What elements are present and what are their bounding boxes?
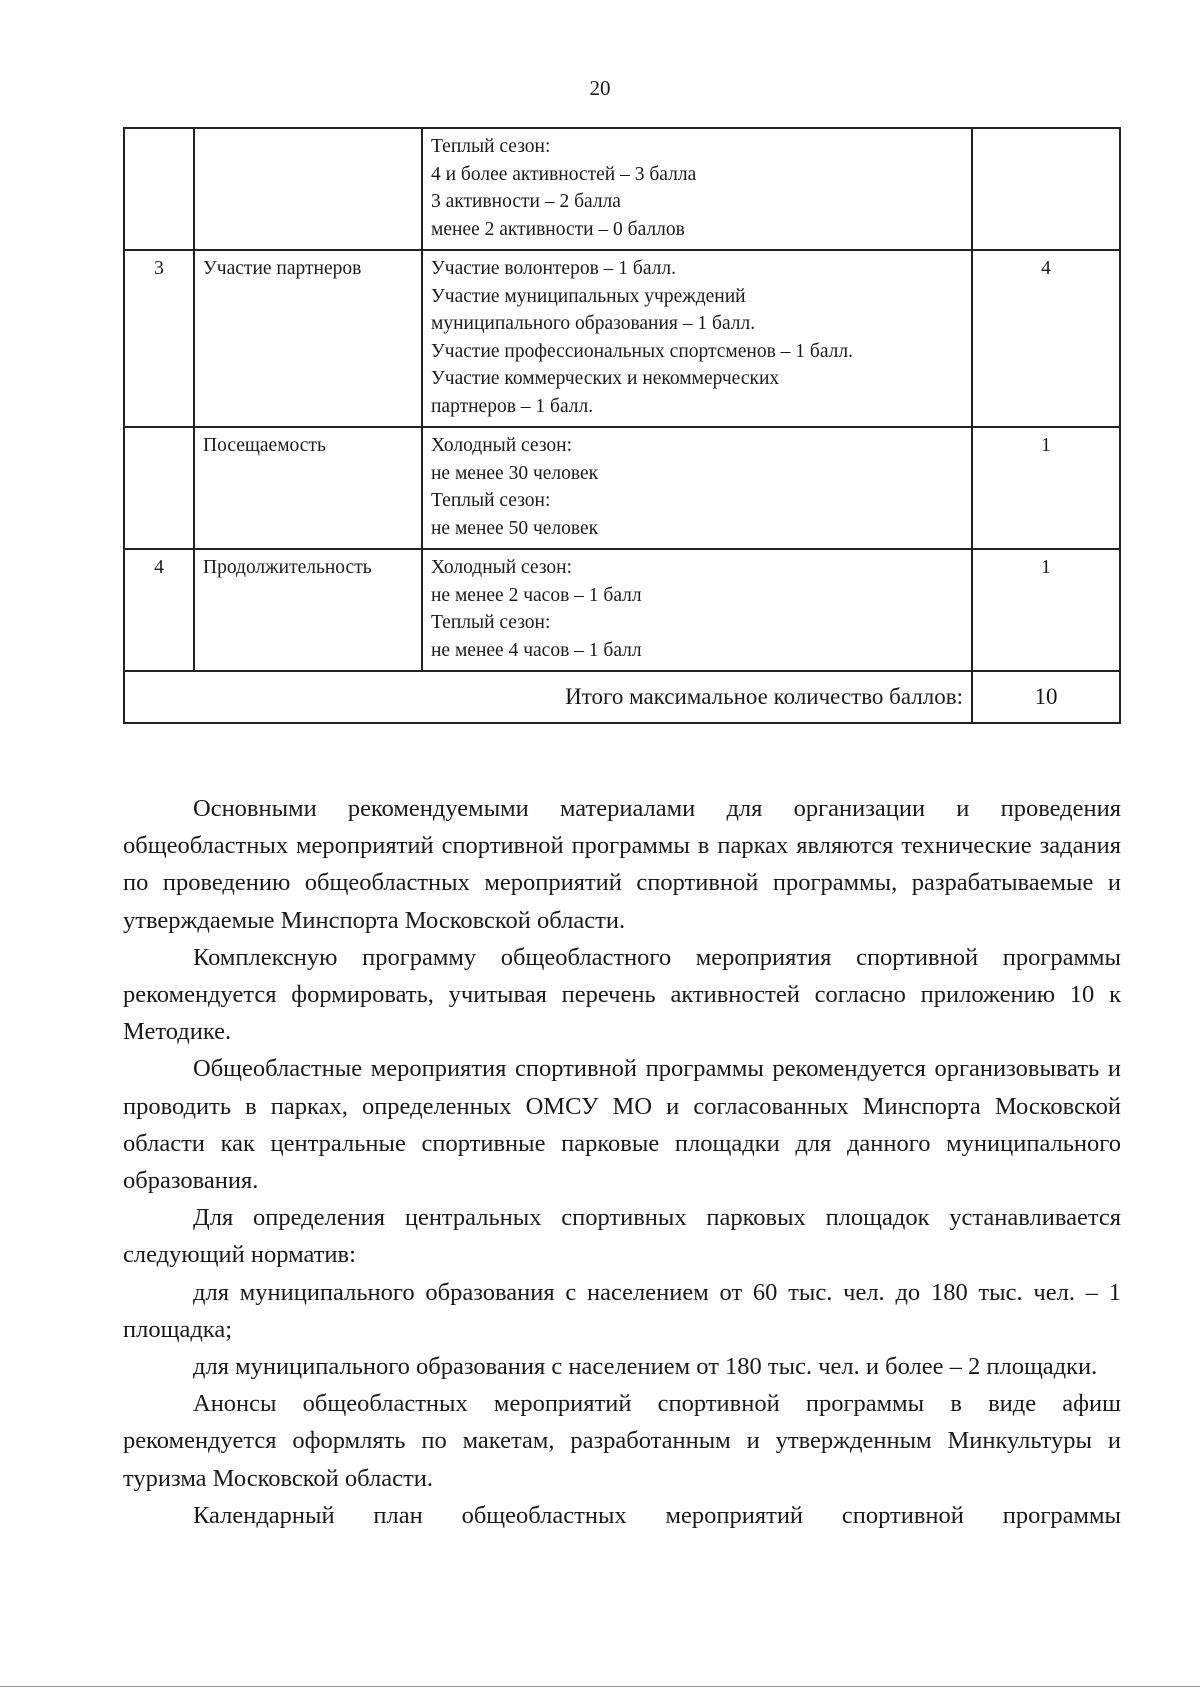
criteria-table	[123, 127, 1121, 724]
row-number: 4	[124, 549, 194, 671]
criterion-name: Участие партнеров	[194, 250, 422, 427]
description-line: Теплый сезон:	[431, 612, 551, 633]
max-score	[972, 128, 1120, 250]
criterion-description	[422, 549, 972, 671]
paragraph: для муниципального образования с населением от 180 тыс. чел. и более – 2 площадки.	[193, 1353, 1098, 1381]
description-line: менее 2 активности – 0 баллов	[431, 218, 685, 240]
body-text	[123, 790, 1121, 1534]
criterion-name: Продолжительность	[194, 549, 422, 671]
criterion-description	[422, 128, 972, 250]
description-line: Теплый сезон:	[431, 490, 551, 511]
description-line: не менее 2 часов – 1 балл	[431, 584, 642, 606]
table-row	[124, 250, 1120, 427]
criterion-name	[194, 128, 422, 250]
criterion-description	[422, 250, 972, 427]
total-value: 10	[972, 671, 1120, 723]
paragraph: для муниципального образования с населением от 60 тыс. чел. до 180 тыс. чел. – 1 площадка;	[123, 1278, 1121, 1343]
row-number	[124, 128, 194, 250]
description-line: не менее 30 человек	[431, 462, 599, 484]
table-row	[124, 128, 1120, 250]
bottom-rule	[0, 1686, 1200, 1687]
paragraph: Календарный план общеобластных мероприятий спортивной программы	[193, 1501, 1121, 1529]
max-score: 4	[972, 250, 1120, 427]
description-line: Участие муниципальных учреждений	[431, 285, 746, 307]
paragraph: Комплексную программу общеобластного мероприятия спортивной программы рекомендуется формировать, учитывая перечень активностей согласно приложению 10 к Методике.	[123, 943, 1121, 1046]
description-line: Холодный сезон:	[431, 557, 573, 578]
row-number	[124, 427, 194, 549]
description-line: Участие профессиональных спортсменов – 1 балл.	[431, 340, 854, 362]
description-line: 3 активности – 2 балла	[431, 191, 621, 212]
page-number: 20	[589, 76, 611, 100]
description-line: Участие коммерческих и некоммерческих	[431, 368, 780, 389]
description-line: Участие волонтеров – 1 балл.	[431, 258, 676, 279]
description-line: партнеров – 1 балл.	[431, 395, 594, 417]
paragraph: Анонсы общеобластных мероприятий спортивной программы в виде афиш рекомендуется оформлять по макетам, разработанным и утвержденным Минкультуры и туризма Московской области.	[123, 1390, 1121, 1492]
max-score: 1	[972, 427, 1120, 549]
description-line: муниципального образования – 1 балл.	[431, 313, 756, 334]
description-line: не менее 50 человек	[431, 517, 599, 539]
description-line: Теплый сезон:	[431, 136, 551, 157]
row-number: 3	[124, 250, 194, 427]
total-row	[124, 671, 1120, 723]
description-line: 4 и более активностей – 3 балла	[431, 163, 697, 185]
description-line: Холодный сезон:	[431, 435, 573, 456]
table-row	[124, 549, 1120, 671]
description-line: не менее 4 часов – 1 балл	[431, 639, 642, 661]
paragraph: Основными рекомендуемыми материалами для организации и проведения общеобластных мероприятий спортивной программы в парках являются технические задания по проведению общеобластных мероприятий спортивной программы, разрабатываемые и утверждаемые Минспорта Московской области.	[123, 795, 1121, 934]
criterion-description	[422, 427, 972, 549]
total-label: Итого максимальное количество баллов:	[124, 671, 972, 723]
paragraph: Для определения центральных спортивных парковых площадок устанавливается следующий норматив:	[123, 1204, 1121, 1269]
table-row	[124, 427, 1120, 549]
criterion-name: Посещаемость	[194, 427, 422, 549]
paragraph: Общеобластные мероприятия спортивной программы рекомендуется организовывать и проводить в парках, определенных ОМСУ МО и согласованных Минспорта Московской области как центральные спортивные парковые площадки для данного муниципального образования.	[123, 1055, 1121, 1195]
max-score: 1	[972, 549, 1120, 671]
